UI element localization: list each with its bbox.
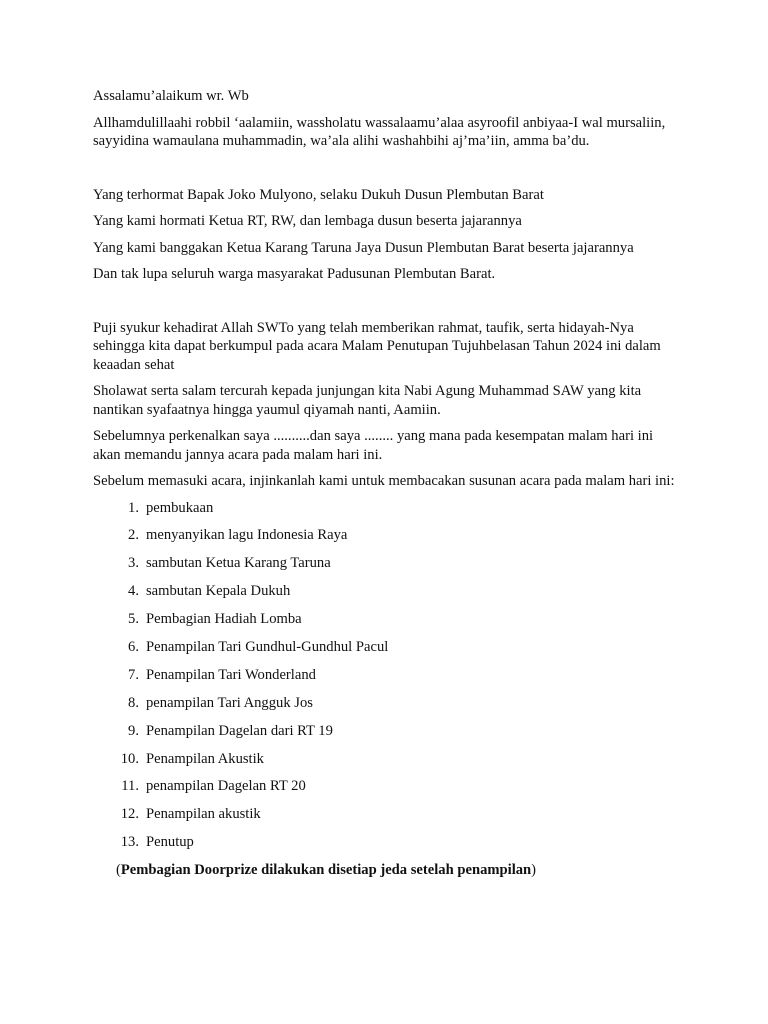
list-item-text: pembukaan <box>146 499 214 516</box>
salutation-2: Yang kami hormati Ketua RT, RW, dan lembaga dusun beserta jajarannya <box>93 213 522 229</box>
agenda-intro-paragraph: Sebelum memasuki acara, injinkanlah kami untuk membacakan susunan acara pada malam hari ini: <box>93 473 675 489</box>
opening-prayer: Allhamdulillaahi robbil ‘aalamiin, wassholatu wassalaamu’alaa asyroofil anbiyaa-I wal mursaliin, sayyidina wamaulana muhammadin, wa’ala alihi washahbihi aj’ma’iin, amma ba’du. <box>93 114 666 149</box>
list-item-number: 2. <box>128 527 139 544</box>
list-item-number: 6. <box>128 638 139 655</box>
list-item <box>93 777 683 796</box>
salutation-3: Yang kami banggakan Ketua Karang Taruna Jaya Dusun Plembutan Barat beserta jajarannya <box>93 239 634 256</box>
list-item-number: 10. <box>120 750 139 767</box>
greeting: Assalamu’alaikum wr. Wb <box>93 88 249 104</box>
spacer <box>93 292 683 319</box>
list-item <box>93 694 683 713</box>
list-item <box>93 582 683 601</box>
introduction-paragraph: Sebelumnya perkenalkan saya ..........dan saya ........ yang mana pada kesempatan malam hari ini akan memandu jannya acara pada malam hari ini. <box>93 428 654 463</box>
list-item <box>93 499 683 518</box>
list-item-number: 1. <box>128 499 139 516</box>
list-item-text: Penampilan Dagelan dari RT 19 <box>146 722 333 739</box>
doorprize-note <box>116 861 683 880</box>
note-close-paren: ) <box>531 862 537 879</box>
list-item-number: 13. <box>120 834 139 851</box>
sholawat-paragraph: Sholawat serta salam tercurah kepada junjungan kita Nabi Agung Muhammad SAW yang kita nantikan syafaatnya hingga yaumul qiyamah nanti, Aamiin. <box>93 383 642 418</box>
list-item-text: penampilan Dagelan RT 20 <box>146 778 306 795</box>
document-page <box>93 87 683 880</box>
salutation-4: Dan tak lupa seluruh warga masyarakat Padusunan Plembutan Barat. <box>93 266 496 282</box>
list-item-number: 9. <box>128 722 139 739</box>
note-bold-text: Pembagian Doorprize dilakukan disetiap jeda setelah penampilan <box>120 862 532 879</box>
gratitude-paragraph: Puji syukur kehadirat Allah SWTo yang telah memberikan rahmat, taufik, serta hidayah-Nya sehingga kita dapat berkumpul pada acara Malam Penutupan Tujuhbelasan Tahun 2024 ini dalam keaadan sehat <box>93 319 661 373</box>
list-item <box>93 610 683 629</box>
list-item-number: 12. <box>120 806 139 823</box>
list-item <box>93 526 683 545</box>
list-item-text: Pembagian Hadiah Lomba <box>146 611 302 628</box>
list-item-text: sambutan Ketua Karang Taruna <box>146 555 331 572</box>
spacer <box>93 159 683 186</box>
list-item-text: Penutup <box>146 834 194 851</box>
list-item <box>93 805 683 824</box>
list-item-text: Penampilan Akustik <box>146 750 264 767</box>
list-item-number: 3. <box>128 555 139 572</box>
list-item-text: Penampilan akustik <box>146 806 261 823</box>
list-item <box>93 638 683 657</box>
list-item-number: 5. <box>128 611 139 628</box>
list-item-text: penampilan Tari Angguk Jos <box>146 694 313 711</box>
list-item-number: 4. <box>128 583 139 600</box>
list-item <box>93 722 683 741</box>
list-item <box>93 750 683 769</box>
list-item-number: 11. <box>121 778 139 795</box>
agenda-list <box>93 499 683 853</box>
list-item-number: 7. <box>128 666 139 683</box>
list-item-text: Penampilan Tari Wonderland <box>146 666 316 683</box>
list-item <box>93 554 683 573</box>
list-item <box>93 833 683 852</box>
salutation-1: Yang terhormat Bapak Joko Mulyono, selaku Dukuh Dusun Plembutan Barat <box>93 186 544 203</box>
list-item <box>93 666 683 685</box>
list-item-text: Penampilan Tari Gundhul-Gundhul Pacul <box>146 638 389 655</box>
note-open-paren: ( <box>116 862 121 879</box>
list-item-text: menyanyikan lagu Indonesia Raya <box>146 527 348 544</box>
list-item-number: 8. <box>128 694 139 711</box>
list-item-text: sambutan Kepala Dukuh <box>146 583 291 600</box>
